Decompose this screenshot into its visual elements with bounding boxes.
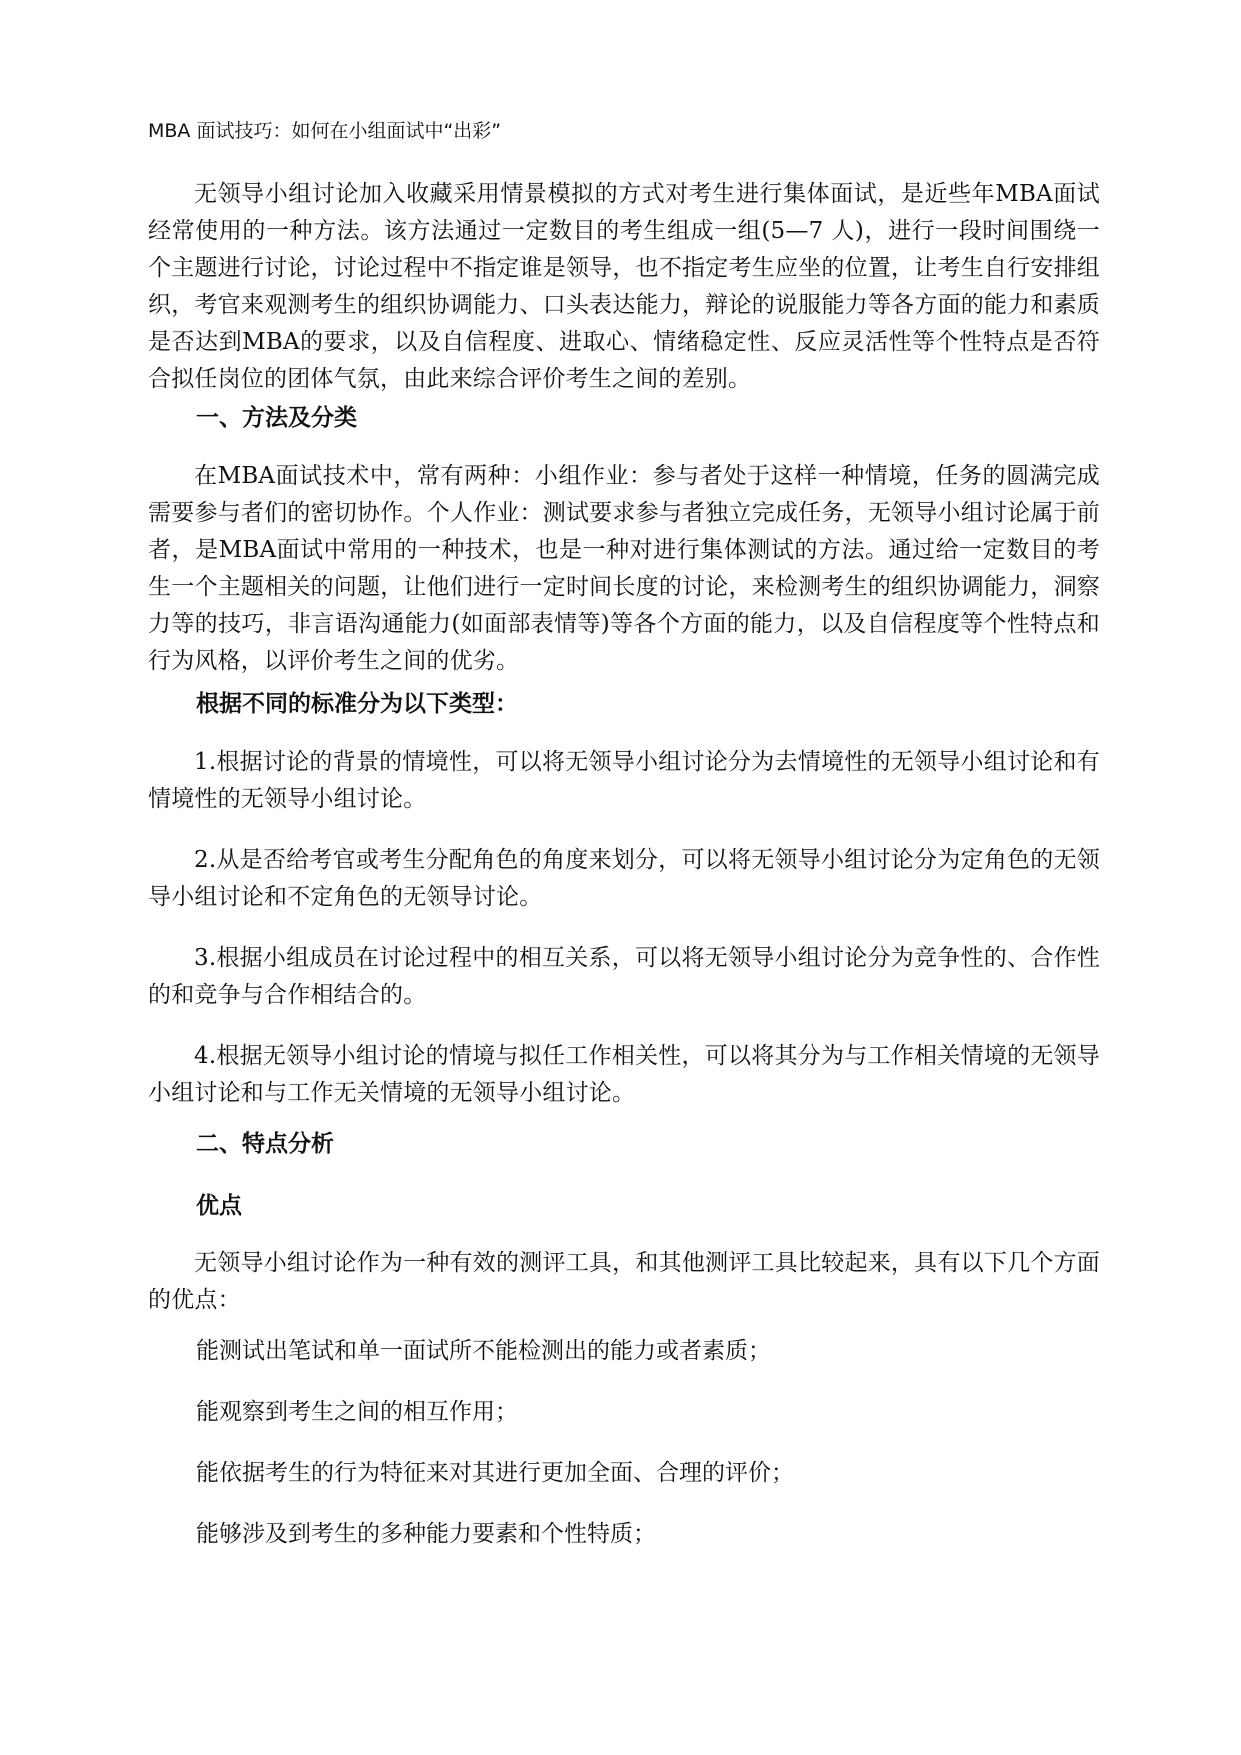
advantage-item-3: 能依据考生的行为特征来对其进行更加全面、合理的评价； [196,1460,794,1486]
type-item-2: 2.从是否给考官或考生分配角色的角度来划分，可以将无领导小组讨论分为定角色的无领导小组讨论和不定角色的无领导讨论。 [148,847,1100,910]
advantage-item-1: 能测试出笔试和单一面试所不能检测出的能力或者素质； [196,1338,771,1364]
types-subheading: 根据不同的标准分为以下类型： [196,691,518,717]
advantages-subheading: 优点 [196,1193,242,1219]
advantage-item-2: 能观察到考生之间的相互作用； [196,1399,518,1425]
type-item-4: 4.根据无领导小组讨论的情境与拟任工作相关性，可以将其分为与工作相关情境的无领导小组讨论和与工作无关情境的无领导小组讨论。 [148,1043,1100,1106]
advantages-intro-paragraph: 无领导小组讨论作为一种有效的测评工具，和其他测评工具比较起来，具有以下几个方面的优点： [148,1250,1100,1313]
section-heading-features: 二、特点分析 [196,1131,334,1157]
methods-paragraph: 在MBA面试技术中，常有两种：小组作业：参与者处于这样一种情境，任务的圆满完成需要参与者们的密切协作。个人作业：测试要求参与者独立完成任务，无领导小组讨论属于前者，是MBA面试中常用的一种技术，也是一种对进行集体测试的方法。通过给一定数目的考生一个主题相关的问题，让他们进行一定时间长度的讨论，来检测考生的组织协调能力，洞察力等的技巧，非言语沟通能力(如面部表情等)等各个方面的能力，以及自信程度等个性特点和行为风格，以评价考生之间的优劣。 [148,463,1100,674]
type-item-3: 3.根据小组成员在讨论过程中的相互关系，可以将无领导小组讨论分为竞争性的、合作性的和竞争与合作相结合的。 [148,945,1100,1008]
document-title: MBA 面试技巧：如何在小组面试中“出彩” [148,120,502,142]
intro-paragraph: 无领导小组讨论加入收藏采用情景模拟的方式对考生进行集体面试，是近些年MBA面试经常使用的一种方法。该方法通过一定数目的考生组成一组(5—7 人)，进行一段时间围绕一个主题进行讨论，讨论过程中不指定谁是领导，也不指定考生应坐的位置，让考生自行安排组织，考官来观测考生的组织协调能力、口头表达能力，辩论的说服能力等各方面的能力和素质是否达到MBA的要求，以及自信程度、进取心、情绪稳定性、反应灵活性等个性特点是否符合拟任岗位的团体气氛，由此来综合评价考生之间的差别。 [148,181,1100,392]
type-item-1: 1.根据讨论的背景的情境性，可以将无领导小组讨论分为去情境性的无领导小组讨论和有情境性的无领导小组讨论。 [148,749,1100,812]
section-heading-methods: 一、方法及分类 [196,405,357,431]
advantage-item-4: 能够涉及到考生的多种能力要素和个性特质； [196,1521,656,1547]
